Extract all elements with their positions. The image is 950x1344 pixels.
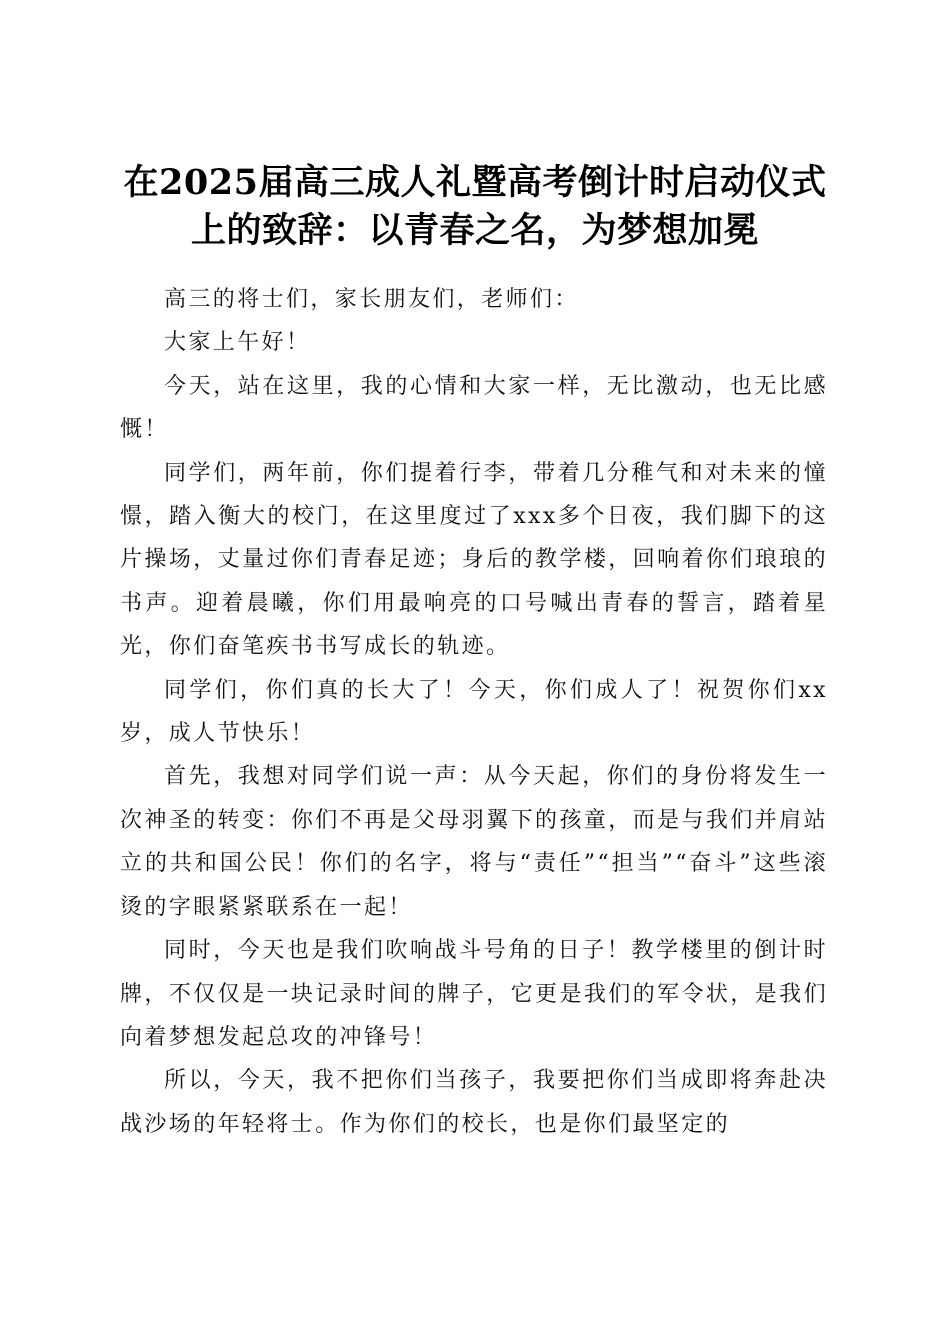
- paragraph-two-years-ago: 同学们，两年前，你们提着行李，带着几分稚气和对未来的憧憬，踏入衡大的校门，在这里度过了xxx多个日夜，我们脚下的这片操场，丈量过你们青春足迹；身后的教学楼，回响着你们琅琅的书声。迎着晨曦，你们用最响亮的口号喊出青春的誓言，踏着星光，你们奋笔疾书书写成长的轨迹。: [120, 460, 828, 660]
- paragraph-today: 今天，站在这里，我的心情和大家一样，无比激动，也无比感慨！: [120, 373, 828, 443]
- paragraph-greeting: 高三的将士们，家长朋友们，老师们：: [164, 287, 579, 312]
- title-line-2: 上的致辞：以青春之名，为梦想加冕: [190, 210, 759, 252]
- title-line-1: 在2025届高三成人礼暨高考倒计时启动仪式: [123, 162, 827, 204]
- paragraph-meanwhile: 同时，今天也是我们吹响战斗号角的日子！教学楼里的倒计时牌，不仅仅是一块记录时间的牌子，它更是我们的军令状，是我们向着梦想发起总攻的冲锋号！: [120, 938, 828, 1050]
- document-body: [120, 278, 828, 1146]
- document-title: [110, 159, 840, 255]
- paragraph-first: 首先，我想对同学们说一声：从今天起，你们的身份将发生一次神圣的转变：你们不再是父母羽翼下的孩童，而是与我们并肩站立的共和国公民！你们的名字，将与“责任”“担当”“奋斗”这些滚烫的字眼紧紧联系在一起！: [120, 764, 828, 920]
- paragraph-good-morning: 大家上午好！: [164, 330, 311, 356]
- paragraph-grown-up: 同学们，你们真的长大了！今天，你们成人了！祝贺你们xx岁，成人节快乐！: [120, 677, 828, 747]
- paragraph-so-today: 所以，今天，我不把你们当孩子，我要把你们当成即将奔赴决战沙场的年轻将士。作为你们的校长，也是你们最坚定的: [120, 1068, 828, 1137]
